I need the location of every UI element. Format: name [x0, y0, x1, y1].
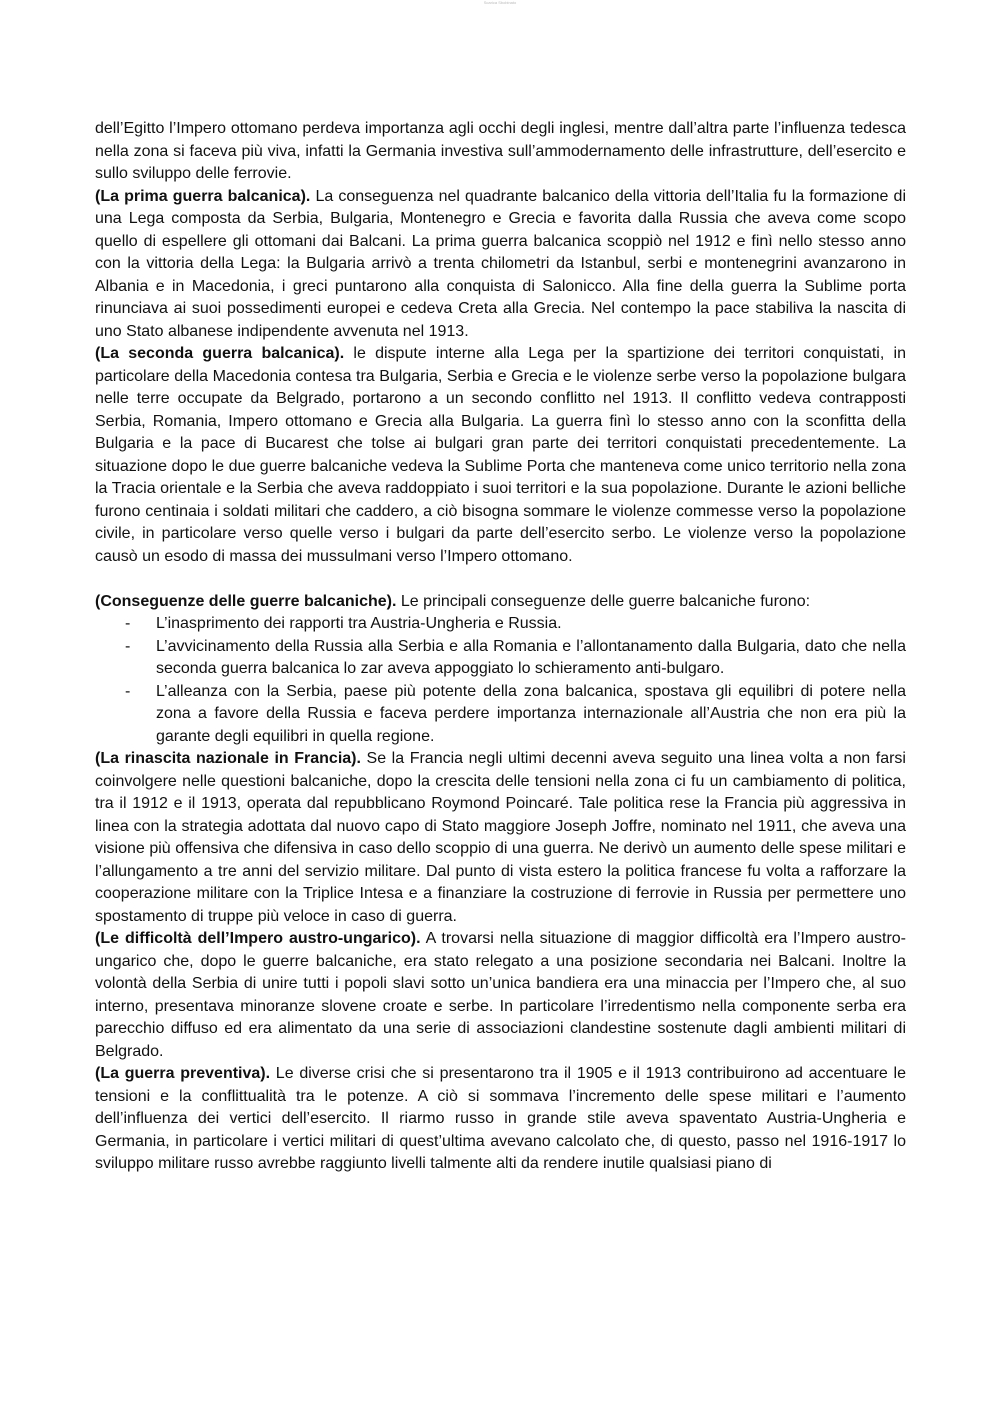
section-body: La conseguenza nel quadrante balcanico della vittoria dell’Italia fu la formazione di una Lega composta da Serbia, Bulgaria, Montenegro e Grecia e favorita dalla Russia che aveva come scopo quello di espellere gli ottomani dai Balcani. La prima guerra balcanica scoppiò nel 1912 e finì nello stesso anno con la vittoria della Lega: la Bulgaria arrivò a trenta chilometri da Istanbul, serbi e montenegrini avanzarono in Albania e in Macedonia, i greci puntarono alla conquista di Salonicco. Alla fine della guerra la Sublime porta rinunciava ai suoi possedimenti europei e cedeva Creta alla Grecia. Nel contempo la pace stabiliva la nascita di uno Stato albanese indipendente avvenuta nel 1913.: [95, 187, 907, 340]
intro-paragraph: dell’Egitto l’Impero ottomano perdeva importanza agli occhi degli inglesi, mentre dall’altra parte l’influenza tedesca nella zona si faceva più viva, infatti la Germania investiva sull’ammodernamento delle infrastrutture, dell’esercito e sullo sviluppo delle ferrovie.: [95, 120, 906, 182]
section-body: le dispute interne alla Lega per la spartizione dei territori conquistati, in particolare della Macedonia contesa tra Bulgaria, Serbia e Grecia e le violenze serbe verso la popolazione bulgara nelle terre occupate da Belgrado, portarono a un secondo conflitto nel 1913. Il conflitto vedeva contrapposti Serbia, Romania, Impero ottomano e Grecia alla Bulgaria. La guerra finì lo stesso anno con la sconfitta della Bulgaria e la pace di Bucarest che tolse ai bulgari gran parte dei territori conquistati precedentemente. La situazione dopo le due guerre balcaniche vedeva la Sublime Porta che manteneva come unico territorio nella zona la Tracia orientale e la Serbia che aveva raddoppiato i suoi territori e la sua popolazione. Durante le azioni belliche furono centinaia i soldati militari che caddero, a ciò bisogna sommare le violenze commesse verso la popolazione civile, in particolare verso quelle verso i bulgari da parte dell’esercito serbo. Le violenze verso la popolazione causò un esodo di massa dei mussulmani verso l’Impero ottomano.: [95, 345, 906, 565]
bullet-dash: -: [125, 682, 131, 700]
list-item: [95, 613, 906, 636]
bullet-dash: -: [125, 615, 131, 632]
section-balkan-wars-consequences: [95, 591, 906, 749]
section-heading: (Conseguenze delle guerre balcaniche).: [95, 592, 397, 610]
section-austro-hungarian-difficulties: [95, 928, 906, 1063]
section-second-balkan-war: [95, 343, 906, 568]
section-intro-line: [95, 591, 906, 614]
section-france-national-revival: [95, 748, 906, 928]
section-preventive-war: [95, 1063, 906, 1176]
section-body: Le principali conseguenze delle guerre balcaniche furono:: [400, 592, 811, 610]
list-item-text: L’avvicinamento della Russia alla Serbia e alla Romania e l’allontanamento dalla Bulgaria, dato che nella seconda guerra balcanica lo zar aveva appoggiato lo schieramento anti-bulgaro.: [156, 637, 906, 677]
document-page: [95, 118, 906, 1176]
list-item-text: L’alleanza con la Serbia, paese più potente della zona balcanica, spostava gli equilibri di potere nella zona a favore della Russia e faceva perdere importanza internazionale all’Austria che non era più la garante degli equilibri in quella regione.: [156, 682, 906, 745]
section-heading: (La guerra preventiva).: [95, 1065, 271, 1082]
section-heading: (La seconda guerra balcanica).: [95, 345, 345, 362]
section-body: Le diverse crisi che si presentarono tra il 1905 e il 1913 contribuirono ad accentuare le tensioni e la conflittualità tra le potenze. A ciò si sommava l’incremento delle spese militari e l’aumento dell’influenza dei vertici dell’esercito. Il riarmo russo in grande stile aveva spaventato Austria-Ungheria e Germania, in particolare i vertici militari di quest’ultima avevano calcolato che, di questo, passo nel 1916-1917 lo sviluppo militare russo avrebbe raggiunto livelli talmente alti da rendere inutile qualsiasi piano di: [95, 1065, 906, 1172]
section-body: A trovarsi nella situazione di maggior difficoltà era l’Impero austro-ungarico che, dopo le guerre balcaniche, era stato relegato a una posizione secondaria nei Balcani. Inoltre la volontà della Serbia di unire tutti i popoli slavi sotto un’unica bandiera era una minaccia per l’Impero che, al suo interno, presentava minoranze slovene croate e serbe. In particolare l’irredentismo nella componente serba era parecchio diffuso ed era alimentato da una serie di associazioni clandestine sostenute dagli ambienti militari di Belgrado.: [95, 930, 907, 1060]
list-item-text: L’inasprimento dei rapporti tra Austria-Ungheria e Russia.: [156, 615, 562, 632]
bullet-dash: -: [125, 637, 131, 655]
section-heading: (La rinascita nazionale in Francia).: [95, 750, 361, 767]
list-item: [95, 681, 906, 749]
consequences-list: [95, 613, 906, 748]
list-item: [95, 636, 906, 681]
header-watermark: Scarica Sbobinato: [483, 0, 517, 5]
section-heading: (Le difficoltà dell’Impero austro-ungarico).: [95, 930, 421, 947]
section-heading: (La prima guerra balcanica).: [95, 187, 311, 205]
section-body: Se la Francia negli ultimi decenni aveva seguito una linea volta a non farsi coinvolgere nelle questioni balcaniche, dopo la crescita delle tensioni nella zona ci fu un cambiamento di politica, tra il 1912 e il 1913, operata dal repubblicano Roymond Poincaré. Tale politica rese la Francia più aggressiva in linea con la strategia adottata dal nuovo capo di Stato maggiore Joseph Joffre, nominato nel 1911, che aveva una visione più offensiva che difensiva in caso dello scoppio di una guerra. Ne derivò un aumento delle spese militari e l’allungamento a tre anni del servizio militare. Dal punto di vista estero la politica francese fu volta a rafforzare la cooperazione militare con la Triplice Intesa e a finanziare la costruzione di ferrovie in Russia per permettere uno spostamento di truppe più veloce in caso di guerra.: [95, 750, 906, 925]
section-first-balkan-war: [95, 186, 906, 344]
